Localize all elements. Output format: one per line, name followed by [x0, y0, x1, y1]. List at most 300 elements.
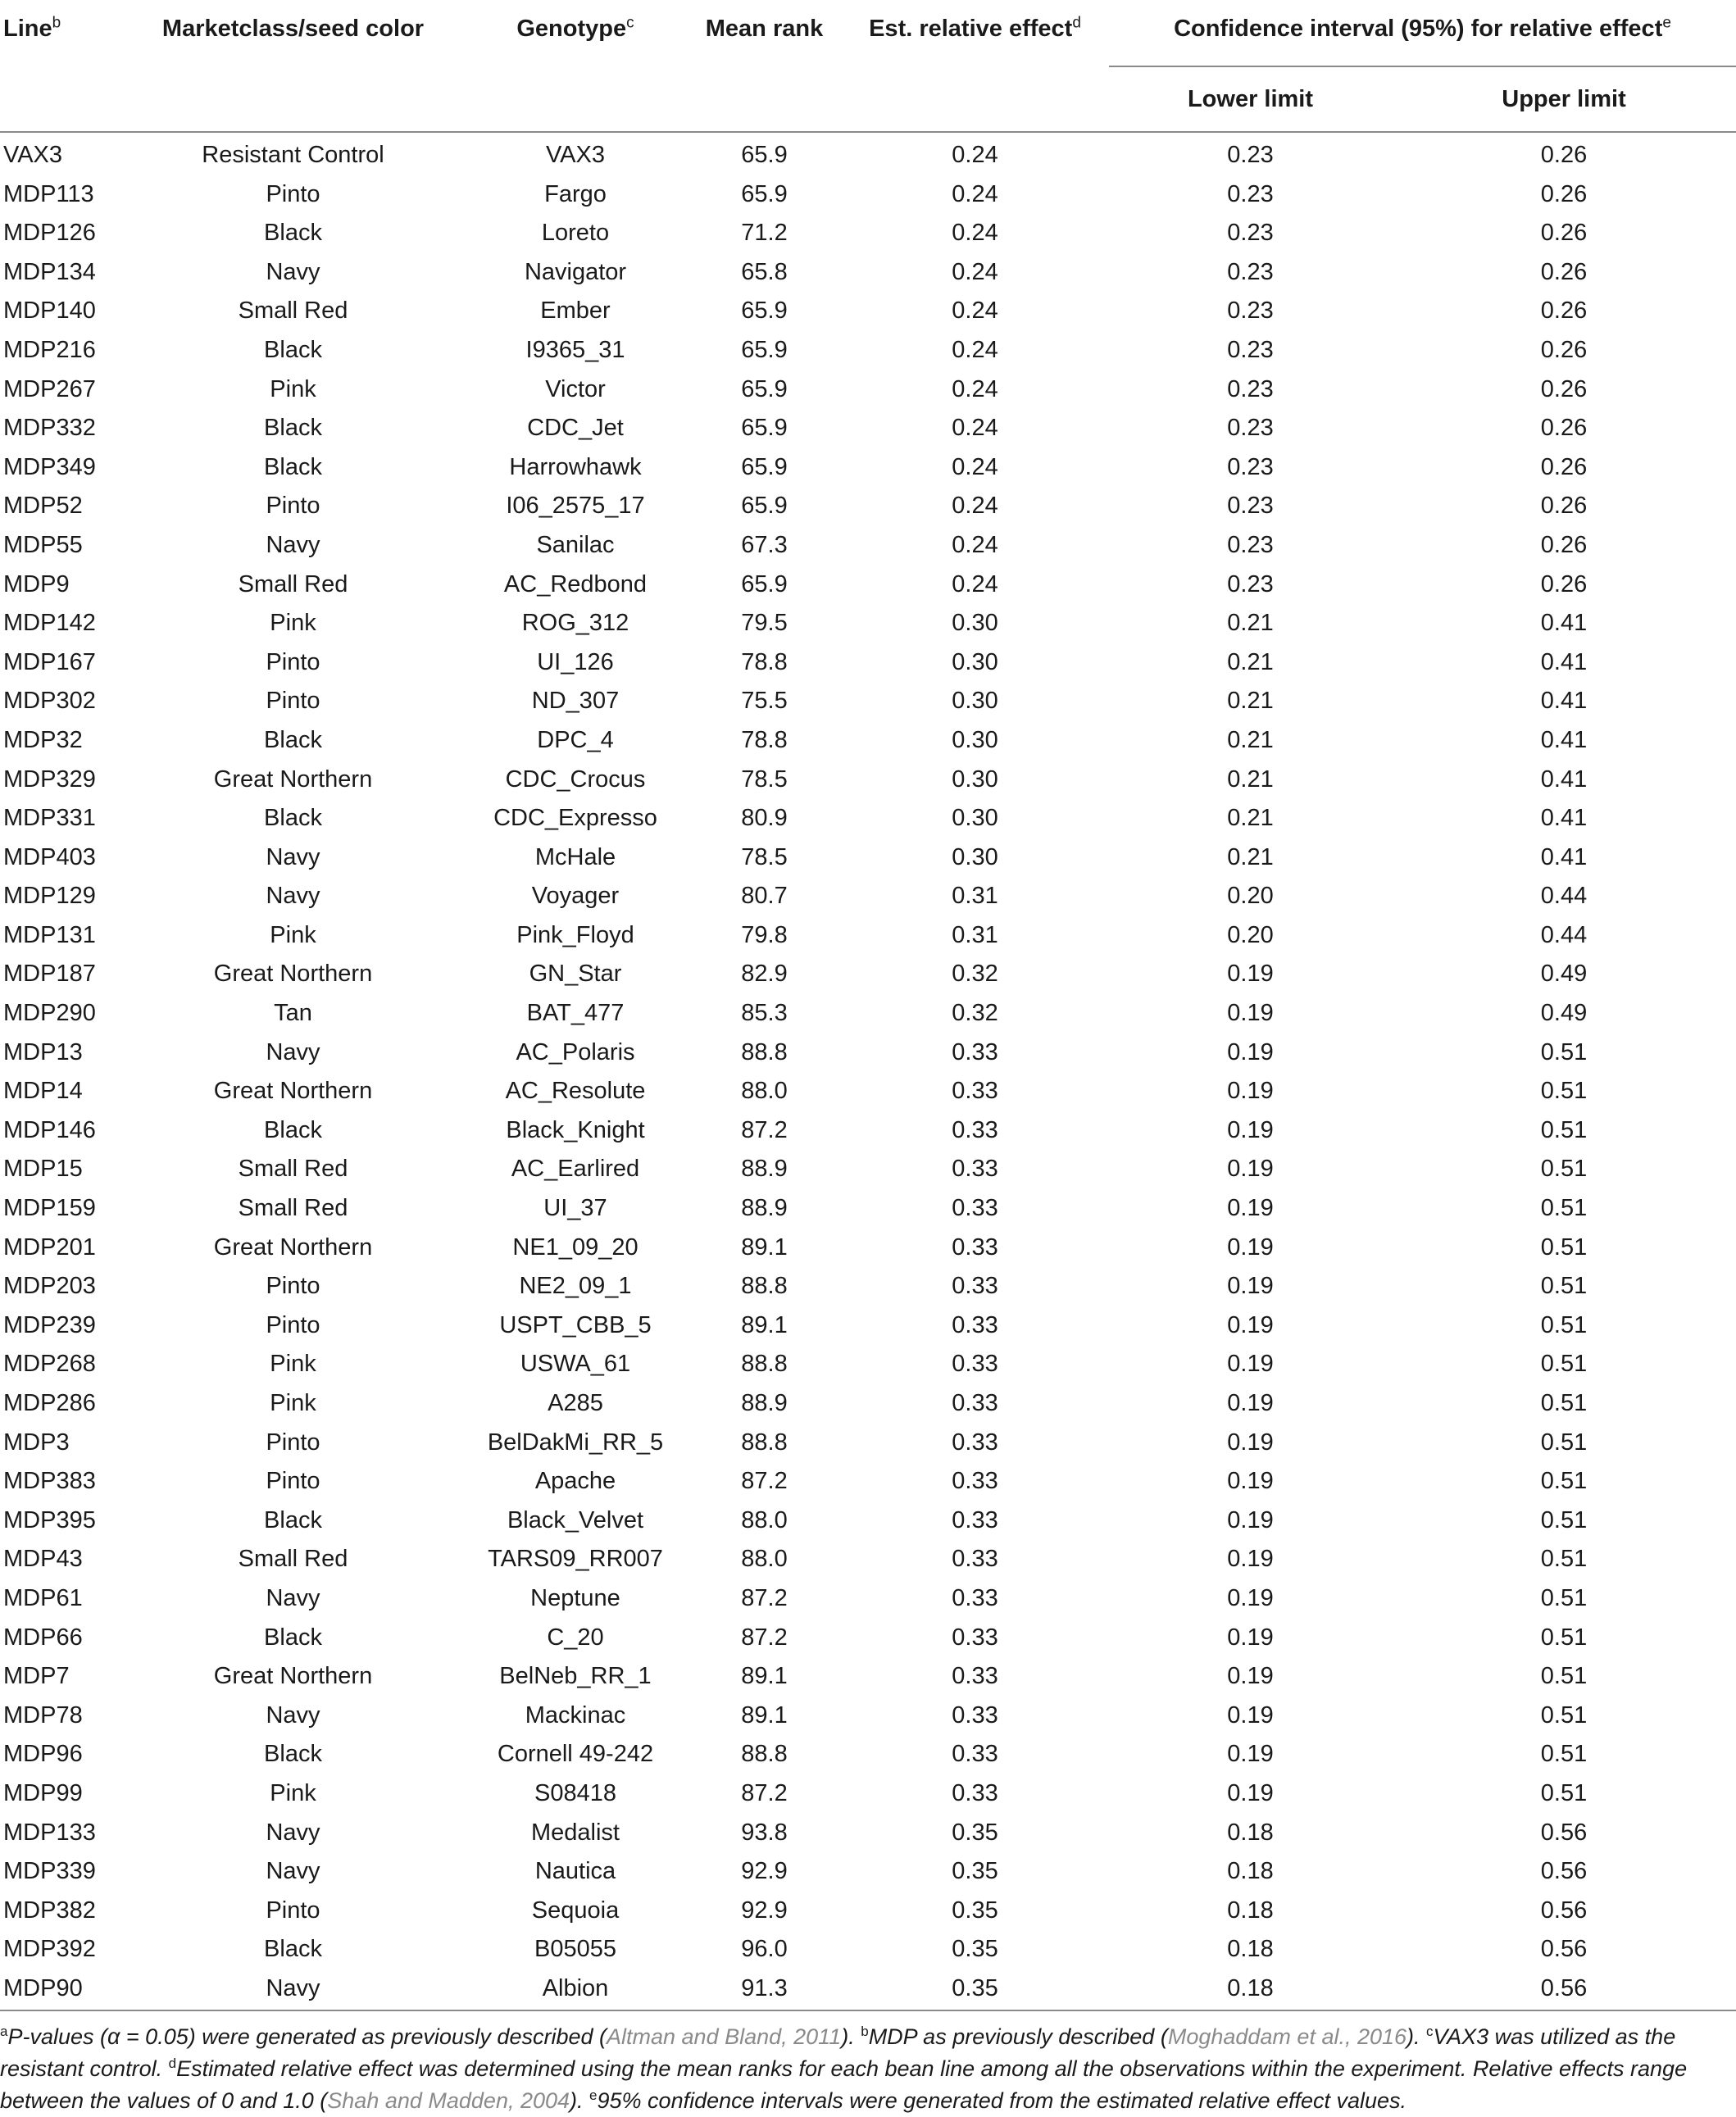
cell-marketclass: Black: [264, 1506, 322, 1533]
cell-line: MDP14: [3, 1078, 83, 1105]
cell-upper-limit: 0.51: [1540, 1116, 1588, 1143]
table-row: [0, 292, 1736, 331]
cell-mean-rank: 67.3: [741, 531, 788, 558]
cell-upper-limit: 0.26: [1540, 258, 1588, 285]
cell-genotype: UI_37: [543, 1195, 607, 1222]
cell-upper-limit: 0.49: [1540, 961, 1588, 988]
cell-genotype: Apache: [534, 1468, 616, 1495]
cell-line: MDP90: [3, 1974, 83, 2001]
cell-line: MDP13: [3, 1038, 83, 1065]
cell-est-effect: 0.31: [952, 883, 998, 910]
col-header-marketclass-label: Marketclass/seed color: [161, 16, 425, 42]
cell-upper-limit: 0.41: [1540, 843, 1588, 870]
citation-link[interactable]: Shah and Madden, 2004: [327, 2088, 570, 2113]
cell-lower-limit: 0.21: [1227, 805, 1274, 832]
table-row: [0, 409, 1736, 448]
cell-est-effect: 0.33: [952, 1663, 998, 1690]
cell-mean-rank: 87.2: [741, 1584, 788, 1611]
cell-genotype: Harrowhawk: [509, 453, 642, 480]
cell-mean-rank: 78.5: [741, 765, 788, 793]
table-row: [0, 1930, 1736, 1969]
cell-lower-limit: 0.23: [1227, 298, 1274, 325]
cell-line: MDP142: [3, 610, 96, 637]
cell-est-effect: 0.33: [952, 1273, 998, 1300]
cell-upper-limit: 0.26: [1540, 180, 1588, 207]
cell-lower-limit: 0.21: [1227, 843, 1274, 870]
table-row: [0, 175, 1736, 215]
cell-mean-rank: 88.9: [741, 1195, 788, 1222]
cell-mean-rank: 89.1: [741, 1663, 788, 1690]
cell-marketclass: Great Northern: [213, 1233, 373, 1261]
col-header-line-label: Line: [3, 16, 52, 42]
cell-lower-limit: 0.19: [1227, 1078, 1274, 1105]
cell-est-effect: 0.30: [952, 843, 998, 870]
cell-mean-rank: 65.9: [741, 336, 788, 363]
cell-est-effect: 0.33: [952, 1351, 998, 1378]
cell-genotype: AC_Redbond: [503, 570, 648, 597]
table-row: [0, 1424, 1736, 1463]
cell-est-effect: 0.24: [952, 531, 998, 558]
cell-marketclass: Navy: [266, 1038, 320, 1065]
footnote-marker: a: [0, 2024, 8, 2039]
cell-marketclass: Black: [264, 726, 322, 753]
cell-est-effect: 0.24: [952, 142, 998, 168]
cell-upper-limit: 0.41: [1540, 610, 1588, 637]
cell-line: MDP239: [3, 1311, 96, 1338]
table-row: [0, 1852, 1736, 1892]
col-header-upper-limit: Upper limit: [1502, 86, 1626, 112]
cell-mean-rank: 85.3: [741, 1000, 788, 1027]
cell-genotype: S08418: [534, 1779, 616, 1806]
cell-mean-rank: 65.9: [741, 298, 788, 325]
cell-est-effect: 0.33: [952, 1741, 998, 1768]
cell-upper-limit: 0.41: [1540, 765, 1588, 793]
cell-genotype: Sanilac: [536, 531, 615, 558]
cell-mean-rank: 88.9: [741, 1156, 788, 1183]
cell-upper-limit: 0.26: [1540, 415, 1588, 442]
cell-est-effect: 0.33: [952, 1468, 998, 1495]
cell-upper-limit: 0.51: [1540, 1195, 1588, 1222]
cell-mean-rank: 78.8: [741, 648, 788, 675]
cell-upper-limit: 0.51: [1540, 1429, 1588, 1456]
col-header-est-effect: [841, 0, 1109, 132]
cell-marketclass: Navy: [266, 843, 320, 870]
cell-mean-rank: 82.9: [741, 961, 788, 988]
cell-upper-limit: 0.41: [1540, 648, 1588, 675]
cell-est-effect: 0.32: [952, 961, 998, 988]
table-row: [0, 994, 1736, 1034]
cell-upper-limit: 0.26: [1540, 375, 1588, 402]
cell-line: MDP32: [3, 726, 83, 753]
cell-upper-limit: 0.56: [1540, 1858, 1588, 1885]
cell-marketclass: Pink: [270, 921, 316, 948]
cell-line: MDP52: [3, 493, 83, 520]
cell-genotype: NE2_09_1: [519, 1273, 632, 1300]
cell-line: MDP286: [3, 1390, 96, 1416]
cell-est-effect: 0.35: [952, 1897, 998, 1924]
cell-lower-limit: 0.19: [1227, 1779, 1274, 1806]
cell-upper-limit: 0.49: [1540, 1000, 1588, 1027]
cell-line: MDP3: [3, 1429, 70, 1456]
footnote-marker: b: [861, 2024, 869, 2039]
citation-link[interactable]: Moghaddam et al., 2016: [1167, 2024, 1407, 2049]
cell-upper-limit: 0.56: [1540, 1936, 1588, 1963]
cell-line: MDP96: [3, 1741, 83, 1768]
cell-line: VAX3: [3, 142, 63, 168]
cell-line: MDP290: [3, 1000, 96, 1027]
cell-genotype: C_20: [547, 1624, 604, 1651]
table-row: [0, 132, 1736, 175]
cell-est-effect: 0.24: [952, 298, 998, 325]
cell-line: MDP339: [3, 1858, 96, 1885]
cell-mean-rank: 89.1: [741, 1233, 788, 1261]
cell-marketclass: Great Northern: [213, 961, 373, 988]
cell-line: MDP66: [3, 1624, 83, 1651]
cell-line: MDP131: [3, 921, 96, 948]
cell-upper-limit: 0.26: [1540, 493, 1588, 520]
cell-lower-limit: 0.19: [1227, 1273, 1274, 1300]
cell-marketclass: Navy: [266, 1858, 320, 1885]
cell-genotype: NE1_09_20: [512, 1233, 639, 1261]
cell-marketclass: Small Red: [238, 570, 348, 597]
cell-est-effect: 0.33: [952, 1546, 998, 1573]
cell-lower-limit: 0.19: [1227, 1116, 1274, 1143]
cell-genotype: ROG_312: [521, 610, 629, 637]
cell-mean-rank: 87.2: [741, 1116, 788, 1143]
cell-line: MDP187: [3, 961, 96, 988]
cell-line: MDP302: [3, 688, 96, 715]
cell-est-effect: 0.30: [952, 765, 998, 793]
col-header-ci-label: Confidence interval (95%) for relative effect: [1174, 16, 1663, 42]
cell-mean-rank: 78.5: [741, 843, 788, 870]
cell-mean-rank: 65.9: [741, 180, 788, 207]
cell-est-effect: 0.33: [952, 1584, 998, 1611]
cell-mean-rank: 80.9: [741, 805, 788, 832]
cell-lower-limit: 0.19: [1227, 1233, 1274, 1261]
cell-lower-limit: 0.23: [1227, 375, 1274, 402]
cell-mean-rank: 65.9: [741, 453, 788, 480]
cell-lower-limit: 0.18: [1227, 1858, 1274, 1885]
footnote-marker: d: [1072, 14, 1081, 32]
cell-line: MDP395: [3, 1506, 96, 1533]
footnote-marker: c: [626, 14, 634, 32]
cell-est-effect: 0.24: [952, 453, 998, 480]
cell-marketclass: Small Red: [238, 1195, 348, 1222]
cell-lower-limit: 0.23: [1227, 258, 1274, 285]
footnote-a-end: ).: [841, 2024, 855, 2049]
cell-genotype: CDC_Expresso: [493, 805, 657, 832]
cell-upper-limit: 0.26: [1540, 453, 1588, 480]
cell-genotype: I9365_31: [525, 336, 625, 363]
cell-upper-limit: 0.41: [1540, 688, 1588, 715]
col-header-genotype: [463, 0, 688, 132]
cell-genotype: GN_Star: [529, 961, 622, 988]
cell-line: MDP403: [3, 843, 96, 870]
cell-genotype: VAX3: [545, 142, 605, 168]
table-row: [0, 370, 1736, 410]
cell-est-effect: 0.33: [952, 1390, 998, 1416]
cell-est-effect: 0.33: [952, 1311, 998, 1338]
cell-line: MDP99: [3, 1779, 83, 1806]
table-row: [0, 643, 1736, 683]
cell-marketclass: Resistant Control: [202, 142, 384, 168]
cell-upper-limit: 0.51: [1540, 1506, 1588, 1533]
cell-upper-limit: 0.51: [1540, 1078, 1588, 1105]
cell-upper-limit: 0.51: [1540, 1546, 1588, 1573]
cell-lower-limit: 0.18: [1227, 1974, 1274, 2001]
table-row: [0, 1735, 1736, 1774]
table-row: [0, 1462, 1736, 1501]
cell-mean-rank: 91.3: [741, 1974, 788, 2001]
cell-lower-limit: 0.18: [1227, 1819, 1274, 1846]
cell-line: MDP133: [3, 1819, 96, 1846]
cell-genotype: AC_Resolute: [505, 1078, 646, 1105]
cell-genotype: ND_307: [531, 688, 620, 715]
cell-genotype: McHale: [534, 843, 616, 870]
footnote-marker: c: [1426, 2024, 1434, 2039]
cell-upper-limit: 0.51: [1540, 1468, 1588, 1495]
table-row: [0, 721, 1736, 761]
cell-genotype: UI_126: [537, 648, 614, 675]
cell-marketclass: Small Red: [238, 298, 348, 325]
table-row: [0, 1306, 1736, 1346]
cell-mean-rank: 65.9: [741, 570, 788, 597]
cell-marketclass: Pinto: [266, 1429, 320, 1456]
cell-marketclass: Pinto: [266, 1897, 320, 1924]
cell-marketclass: Pink: [270, 375, 316, 402]
cell-line: MDP78: [3, 1701, 83, 1729]
cell-line: MDP55: [3, 531, 83, 558]
cell-mean-rank: 88.0: [741, 1078, 788, 1105]
cell-mean-rank: 88.8: [741, 1038, 788, 1065]
table-row: [0, 214, 1736, 253]
cell-upper-limit: 0.51: [1540, 1779, 1588, 1806]
cell-upper-limit: 0.26: [1540, 142, 1588, 168]
cell-marketclass: Pinto: [266, 1273, 320, 1300]
cell-est-effect: 0.33: [952, 1624, 998, 1651]
cell-mean-rank: 87.2: [741, 1468, 788, 1495]
cell-mean-rank: 79.8: [741, 921, 788, 948]
cell-marketclass: Great Northern: [213, 765, 373, 793]
cell-line: MDP382: [3, 1897, 96, 1924]
cell-upper-limit: 0.41: [1540, 726, 1588, 753]
cell-marketclass: Navy: [266, 1701, 320, 1729]
cell-genotype: CDC_Jet: [527, 415, 624, 442]
table-row: [0, 526, 1736, 566]
table-row: [0, 761, 1736, 800]
col-header-lower-limit: Lower limit: [1187, 86, 1314, 112]
table-row: [0, 916, 1736, 956]
cell-line: MDP159: [3, 1195, 96, 1222]
cell-marketclass: Black: [264, 805, 322, 832]
footnote-marker: d: [168, 2056, 177, 2071]
cell-genotype: USPT_CBB_5: [499, 1311, 652, 1338]
cell-mean-rank: 88.8: [741, 1351, 788, 1378]
cell-line: MDP349: [3, 453, 96, 480]
cell-est-effect: 0.33: [952, 1429, 998, 1456]
cell-est-effect: 0.24: [952, 336, 998, 363]
table-row: [0, 487, 1736, 526]
cell-mean-rank: 65.9: [741, 415, 788, 442]
cell-est-effect: 0.33: [952, 1156, 998, 1183]
cell-marketclass: Pinto: [266, 648, 320, 675]
table-row: [0, 1697, 1736, 1736]
cell-mean-rank: 71.2: [741, 220, 788, 247]
table-row: [0, 838, 1736, 878]
cell-est-effect: 0.33: [952, 1038, 998, 1065]
cell-mean-rank: 65.9: [741, 375, 788, 402]
footnote-marker: b: [52, 14, 61, 32]
cell-line: MDP329: [3, 765, 96, 793]
cell-marketclass: Black: [264, 220, 322, 247]
cell-line: MDP332: [3, 415, 96, 442]
cell-lower-limit: 0.18: [1227, 1936, 1274, 1963]
cell-lower-limit: 0.18: [1227, 1897, 1274, 1924]
cell-line: MDP383: [3, 1468, 96, 1495]
cell-marketclass: Pink: [270, 1779, 316, 1806]
cell-est-effect: 0.35: [952, 1974, 998, 2001]
cell-marketclass: Black: [264, 415, 322, 442]
cell-marketclass: Black: [264, 1116, 322, 1143]
cell-marketclass: Pinto: [266, 180, 320, 207]
table-row: [0, 1384, 1736, 1424]
table-row: [0, 1969, 1736, 2009]
cell-est-effect: 0.24: [952, 220, 998, 247]
cell-marketclass: Black: [264, 1624, 322, 1651]
cell-lower-limit: 0.21: [1227, 648, 1274, 675]
table-row: [0, 1111, 1736, 1151]
table-row: [0, 955, 1736, 994]
cell-line: MDP216: [3, 336, 96, 363]
table-row: [0, 1619, 1736, 1658]
table-row: [0, 1034, 1736, 1073]
cell-line: MDP146: [3, 1116, 96, 1143]
cell-marketclass: Great Northern: [213, 1078, 373, 1105]
cell-est-effect: 0.24: [952, 570, 998, 597]
cell-lower-limit: 0.19: [1227, 1506, 1274, 1533]
cell-lower-limit: 0.23: [1227, 531, 1274, 558]
cell-est-effect: 0.33: [952, 1195, 998, 1222]
cell-est-effect: 0.24: [952, 493, 998, 520]
cell-est-effect: 0.33: [952, 1506, 998, 1533]
cell-mean-rank: 88.8: [741, 1429, 788, 1456]
cell-marketclass: Pink: [270, 610, 316, 637]
citation-link[interactable]: Altman and Bland, 2011: [607, 2024, 842, 2049]
cell-line: MDP201: [3, 1233, 96, 1261]
cell-est-effect: 0.33: [952, 1779, 998, 1806]
cell-mean-rank: 88.9: [741, 1390, 788, 1416]
cell-upper-limit: 0.56: [1540, 1819, 1588, 1846]
cell-mean-rank: 88.8: [741, 1273, 788, 1300]
cell-mean-rank: 88.0: [741, 1546, 788, 1573]
cell-upper-limit: 0.51: [1540, 1156, 1588, 1183]
cell-line: MDP203: [3, 1273, 96, 1300]
cell-genotype: Voyager: [531, 883, 620, 910]
col-header-est-effect-label: Est. relative effect: [869, 16, 1073, 42]
cell-line: MDP392: [3, 1936, 96, 1963]
cell-mean-rank: 87.2: [741, 1624, 788, 1651]
cell-line: MDP134: [3, 258, 96, 285]
table-row: [0, 1072, 1736, 1111]
cell-genotype: Loreto: [541, 220, 610, 247]
table-row: [0, 1189, 1736, 1229]
cell-genotype: B05055: [534, 1936, 616, 1963]
cell-mean-rank: 80.7: [741, 883, 788, 910]
cell-line: MDP9: [3, 570, 70, 597]
cell-est-effect: 0.30: [952, 688, 998, 715]
cell-est-effect: 0.30: [952, 648, 998, 675]
table-row: [0, 1540, 1736, 1579]
cell-lower-limit: 0.19: [1227, 1624, 1274, 1651]
cell-lower-limit: 0.23: [1227, 493, 1274, 520]
cell-lower-limit: 0.20: [1227, 921, 1274, 948]
cell-marketclass: Pink: [270, 1390, 316, 1416]
table-row: [0, 1657, 1736, 1697]
cell-lower-limit: 0.19: [1227, 1351, 1274, 1378]
table-row: [0, 1579, 1736, 1619]
table-row: [0, 682, 1736, 721]
cell-upper-limit: 0.51: [1540, 1351, 1588, 1378]
cell-genotype: USWA_61: [520, 1351, 631, 1378]
cell-mean-rank: 88.0: [741, 1506, 788, 1533]
cell-marketclass: Pink: [270, 1351, 316, 1378]
cell-upper-limit: 0.51: [1540, 1311, 1588, 1338]
cell-genotype: DPC_4: [537, 726, 614, 753]
cell-line: MDP7: [3, 1663, 70, 1690]
cell-mean-rank: 79.5: [741, 610, 788, 637]
cell-upper-limit: 0.44: [1540, 883, 1588, 910]
footnote-b-end: ).: [1407, 2024, 1420, 2049]
cell-line: MDP268: [3, 1351, 96, 1378]
cell-mean-rank: 89.1: [741, 1701, 788, 1729]
table-row: [0, 1267, 1736, 1306]
cell-est-effect: 0.35: [952, 1936, 998, 1963]
cell-mean-rank: 92.9: [741, 1897, 788, 1924]
cell-genotype: Pink_Floyd: [516, 921, 634, 948]
header-row: [0, 0, 1736, 66]
table-row: [0, 604, 1736, 643]
cell-mean-rank: 87.2: [741, 1779, 788, 1806]
cell-mean-rank: 88.8: [741, 1741, 788, 1768]
cell-mean-rank: 89.1: [741, 1311, 788, 1338]
cell-genotype: Black_Knight: [506, 1116, 645, 1143]
cell-line: MDP113: [3, 180, 94, 207]
cell-genotype: Mackinac: [525, 1701, 626, 1729]
footnote-a-text: P-values (α = 0.05) were generated as previously described (: [7, 2024, 607, 2049]
cell-marketclass: Pinto: [266, 1468, 320, 1495]
cell-lower-limit: 0.19: [1227, 1468, 1274, 1495]
cell-upper-limit: 0.56: [1540, 1974, 1588, 2001]
cell-genotype: TARS09_RR007: [488, 1546, 663, 1573]
cell-genotype: BelNeb_RR_1: [499, 1663, 652, 1690]
cell-upper-limit: 0.51: [1540, 1390, 1588, 1416]
cell-mean-rank: 93.8: [741, 1819, 788, 1846]
cell-upper-limit: 0.51: [1540, 1038, 1588, 1065]
cell-upper-limit: 0.51: [1540, 1233, 1588, 1261]
cell-est-effect: 0.30: [952, 726, 998, 753]
cell-lower-limit: 0.19: [1227, 1741, 1274, 1768]
cell-lower-limit: 0.23: [1227, 336, 1274, 363]
footnote-d-end: ).: [570, 2088, 584, 2113]
cell-upper-limit: 0.44: [1540, 921, 1588, 948]
cell-lower-limit: 0.23: [1227, 453, 1274, 480]
cell-marketclass: Navy: [266, 258, 320, 285]
cell-upper-limit: 0.26: [1540, 336, 1588, 363]
cell-lower-limit: 0.19: [1227, 1156, 1274, 1183]
table-row: [0, 1229, 1736, 1268]
cell-lower-limit: 0.21: [1227, 610, 1274, 637]
cell-genotype: A285: [548, 1390, 603, 1416]
